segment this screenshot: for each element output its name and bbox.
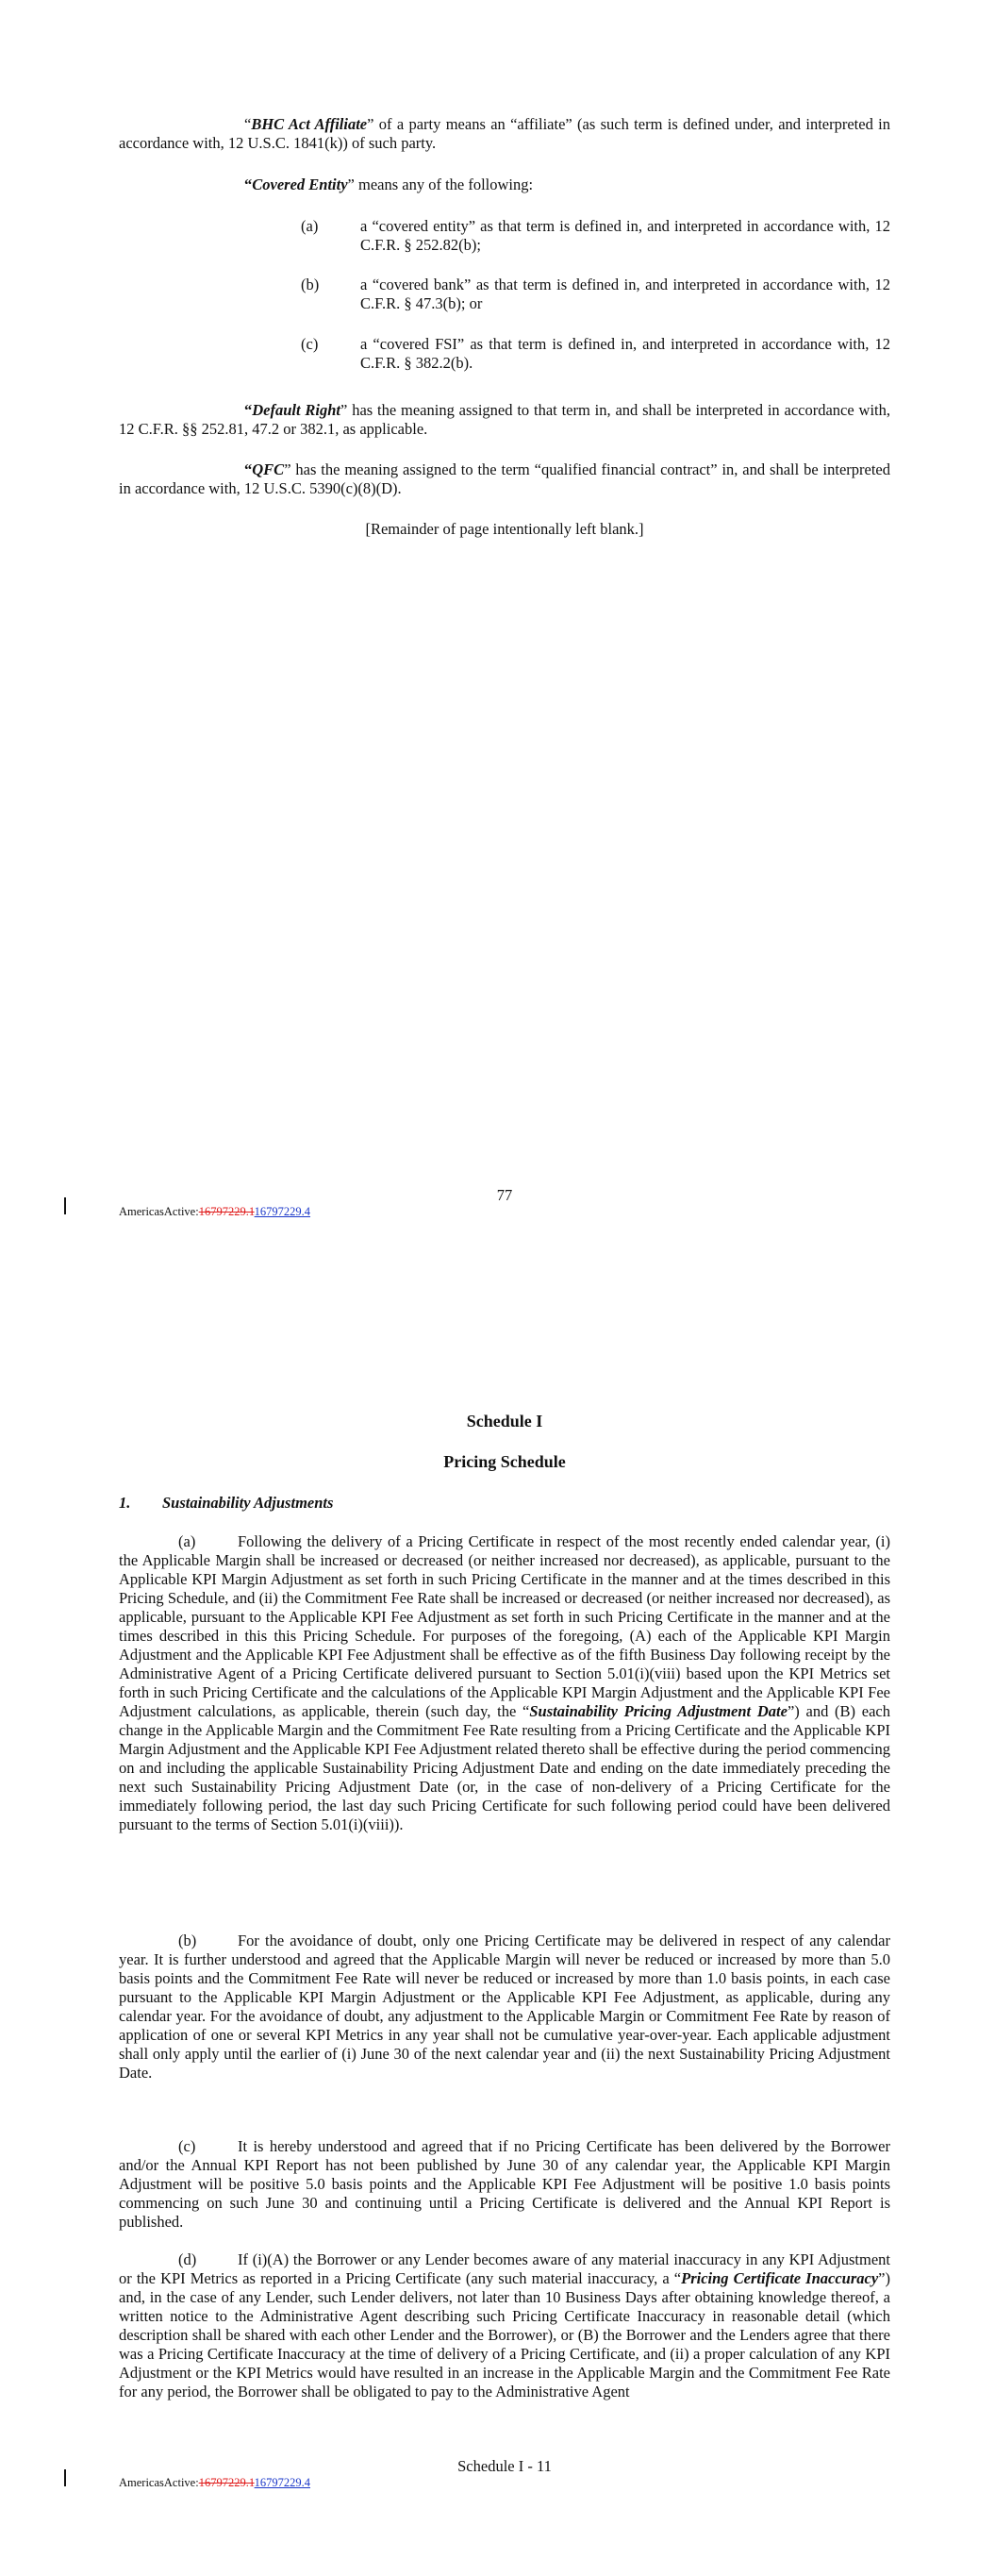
defined-term: BHC Act Affiliate (251, 115, 368, 133)
document-footer: AmericasActive:16797229.116797229.4 (119, 1205, 310, 1218)
inserted-version: 16797229.4 (254, 1205, 310, 1218)
remainder-note: [Remainder of page intentionally left blank.] (365, 520, 644, 538)
definition-covered-entity: “Covered Entity” means any of the following: (244, 176, 534, 193)
paragraph-label: (c) (178, 2137, 196, 2155)
paragraph-b: (b) For the avoidance of doubt, only one Pricing Certificate may be delivered in respect of any calendar year. It is further understood and agreed that the Applicable Margin will never be reduced or increased by more than 5.0 basis points and the Commitment Fee Rate will never be reduced or increased by more than 1.0 basis points, in each case pursuant to the Applicable KPI Margin Adjustment or the Applicable KPI Fee Adjustment, as applicable, during any calendar year. For the avoidance of doubt, any adjustment to the Applicable Margin or Commitment Fee Rate by reason of application of one or several KPI Metrics in any year shall not be cumulative year-over-year. Each applicable adjustment shall only apply until the earlier of (i) June 30 of the next calendar year and (ii) the next Sustainability Pricing Adjustment Date. (119, 1932, 890, 2082)
covered-list-item (301, 276, 890, 313)
definition-qfc: “QFC” has the meaning assigned to the term “qualified financial contract” in, and shall be interpreted in accordance with, 12 U.S.C. 5390(c)(8)(D). (119, 460, 890, 497)
list-label: (a) (301, 217, 319, 235)
document-footer: AmericasActive:16797229.116797229.4 (119, 2476, 310, 2489)
schedule-subtitle: Pricing Schedule (443, 1452, 566, 1471)
page-number: Schedule I - 11 (119, 2457, 890, 2476)
change-bar (64, 1197, 66, 1214)
deleted-version: 16797229.1 (198, 2476, 255, 2489)
list-text: a “covered FSI” as that term is defined in, and interpreted in accordance with, 12 C.F.R. § 382.2(b). (360, 335, 890, 372)
paragraph-label: (a) (178, 1532, 196, 1550)
section-number: 1. (119, 1494, 131, 1512)
paragraph-label: (d) (178, 2250, 197, 2268)
defined-term: Default Right (252, 401, 341, 419)
list-text: a “covered entity” as that term is defined in, and interpreted in accordance with, 12 C.F.R. § 252.82(b); (360, 217, 890, 254)
defined-term: Covered Entity (252, 176, 348, 193)
list-label: (c) (301, 335, 319, 353)
defined-term: Sustainability Pricing Adjustment Date (529, 1702, 788, 1720)
paragraph-label: (b) (178, 1932, 197, 1949)
list-label: (b) (301, 276, 320, 293)
schedule-title: Schedule I (466, 1412, 543, 1430)
paragraph-a: (a) Following the delivery of a Pricing Certificate in respect of the most recently ended calendar year, (i) the Applicable Margin shall be increased or decreased (or neither increased nor decreased), as applicable, pursuant to the Applicable KPI Margin Adjustment as set forth in such Pricing Certificate in the manner and at the times described in this Pricing Schedule, and (ii) the Commitment Fee Rate shall be increased or decreased (or neither increased nor decreased), as applicable, pursuant to the Applicable KPI Fee Adjustment as set forth in such Pricing Certificate in the manner and at the times described in this this Pricing Schedule. For purposes of the foregoing, (A) each of the Applicable KPI Margin Adjustment and the Applicable KPI Fee Adjustment shall be effective as of the fifth Business Day following receipt by the Administrative Agent of a Pricing Certificate delivered pursuant to Section 5.01(i)(viii) based upon the KPI Metrics set forth in such Pricing Certificate and the calculations of the Applicable KPI Margin Adjustment and the Applicable KPI Fee Adjustment calculations, as applicable, therein (such day, the “Sustainability Pricing Adjustment Date”) and (B) each change in the Applicable Margin and the Commitment Fee Rate resulting from a Pricing Certificate and the Applicable KPI Margin Adjustment and the Applicable KPI Fee Adjustment related thereto shall be effective during the period commencing on and including the applicable Sustainability Pricing Adjustment Date and ending on the date immediately preceding the next such Sustainability Pricing Adjustment Date (or, in the case of non-delivery of a Pricing Certificate for the immediately following period, the last day such Pricing Certificate for such following period could have been delivered pursuant to the terms of Section 5.01(i)(viii)). (119, 1532, 890, 1833)
definition-default-right: “Default Right” has the meaning assigned to that term in, and shall be interpreted in accordance with, 12 C.F.R. §§ 252.81, 47.2 or 382.1, as applicable. (119, 401, 891, 438)
covered-list-item (301, 217, 890, 255)
paragraph-c: (c) It is hereby understood and agreed that if no Pricing Certificate has been delivered by the Borrower and/or the Annual KPI Report has not been published by June 30 of any calendar year, the Applicable KPI Margin Adjustment will be positive 5.0 basis points and the Applicable KPI Fee Adjustment will be positive 1.0 basis points commencing on such June 30 and continuing until a Pricing Certificate is delivered and the Annual KPI Report is published. (119, 2137, 890, 2231)
covered-list-item (301, 335, 890, 373)
defined-term: QFC (252, 460, 285, 478)
paragraph-d: (d) If (i)(A) the Borrower or any Lender becomes aware of any material inaccuracy in any KPI Adjustment or the KPI Metrics as reported in a Pricing Certificate (any such material inaccuracy, a “Pricing Certificate Inaccuracy”) and, in the case of any Lender, such Lender delivers, not later than 10 Business Days after obtaining knowledge thereof, a written notice to the Administrative Agent describing such Pricing Certificate Inaccuracy in reasonable detail (which description shall be shared with each other Lender and the Borrower), or (B) the Borrower and the Lenders agree that there was a Pricing Certificate Inaccuracy at the time of delivery of a Pricing Certificate, and (ii) a proper calculation of any KPI Adjustment or the KPI Metrics would have resulted in an increase in the Applicable Margin and the Commitment Fee Rate for any period, the Borrower shall be obligated to pay to the Administrative Agent (119, 2250, 890, 2400)
change-bar (64, 2469, 66, 2486)
page-number: 77 (496, 1186, 513, 1204)
deleted-version: 16797229.1 (198, 1205, 255, 1218)
inserted-version: 16797229.4 (254, 2476, 310, 2489)
list-text: a “covered bank” as that term is defined in, and interpreted in accordance with, 12 C.F.R. § 47.3(b); or (360, 276, 890, 312)
section-title: Sustainability Adjustments (162, 1494, 334, 1512)
definition-bhc-act-affiliate: “BHC Act Affiliate” of a party means an “affiliate” (as such term is defined under, and interpreted in accordance with, 12 U.S.C. 1841(k)) of such party. (119, 115, 890, 152)
defined-term: Pricing Certificate Inaccuracy (681, 2269, 879, 2287)
